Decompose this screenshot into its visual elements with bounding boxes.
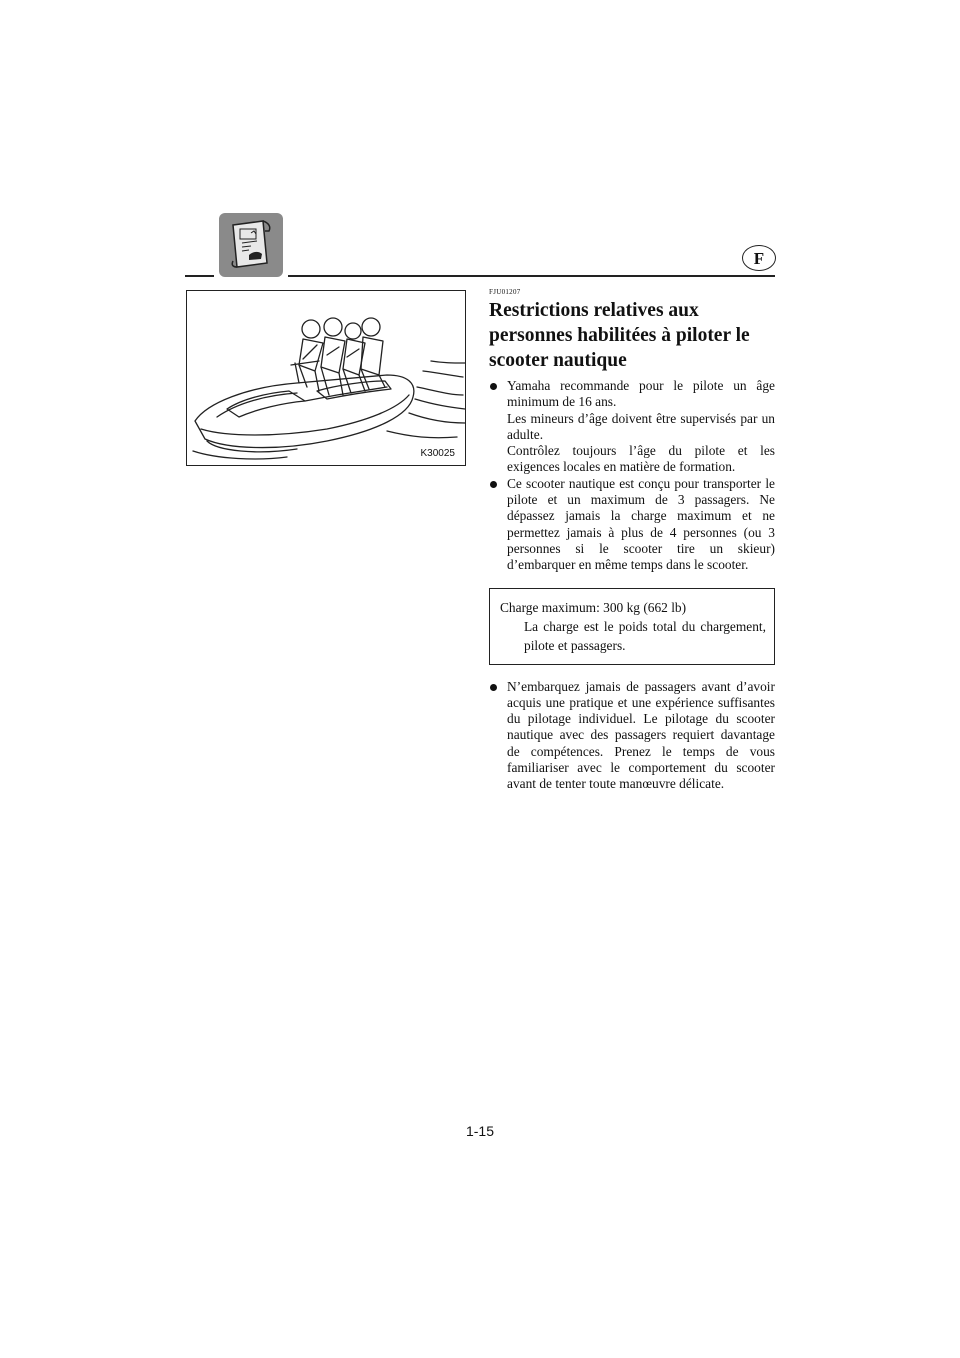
language-badge: F [742, 245, 776, 271]
section-ref-code: FJU01207 [489, 288, 521, 296]
bullet-line: N’embarquez jamais de passagers avant d’avoir acquis une pratique et une expérience suffisantes du pilotage individuel. Le pilotage du scooter nautique avec des passagers requiert davantage de compétences. Prenez le temps de vous familiariser avec le comportement du scooter avant de tenter toute manœuvre délicate. [507, 678, 775, 792]
header-rule-left [185, 275, 214, 277]
figure-code: K30025 [420, 448, 455, 459]
bullet-item-experience [489, 679, 775, 793]
bullet-item-capacity [489, 476, 775, 574]
spec-box [489, 588, 775, 665]
bullet-dot [490, 383, 497, 390]
text-column [489, 288, 775, 793]
manual-book-icon [227, 219, 275, 271]
bullet-line: Yamaha recommande pour le pilote un âge minimum de 16 ans. [507, 378, 775, 410]
bullet-line: Ce scooter nautique est conçu pour transporter le pilote et un maximum de 3 passagers. Ne dépassez jamais la charge maximum et ne permettez jamais à plus de 4 personnes (ou 3 personnes si le scooter tire un skieur) d’embarquer en même temps dans le scooter. [507, 475, 775, 573]
chapter-tab [219, 213, 283, 277]
bullet-dot [490, 684, 497, 691]
spec-label: Charge maximum: 300 kg (662 lb) [500, 599, 687, 615]
bullet-line: Contrôlez toujours l’âge du pilote et les exigences locales en matière de formation. [507, 443, 775, 475]
bullet-dot [490, 481, 497, 488]
section-title: Restrictions relatives aux personnes habilitées à piloter le scooter nautique [489, 300, 750, 371]
bullet-line: Les mineurs d’âge doivent être supervisés par un adulte. [507, 410, 775, 442]
bullet-item-age [489, 378, 775, 476]
watercraft-illustration [186, 290, 466, 466]
page-number: 1-15 [465, 1123, 495, 1139]
watercraft-drawing [187, 291, 466, 466]
spec-note: La charge est le poids total du chargement, pilote et passagers. [524, 618, 766, 653]
header-rule-right [288, 275, 775, 277]
